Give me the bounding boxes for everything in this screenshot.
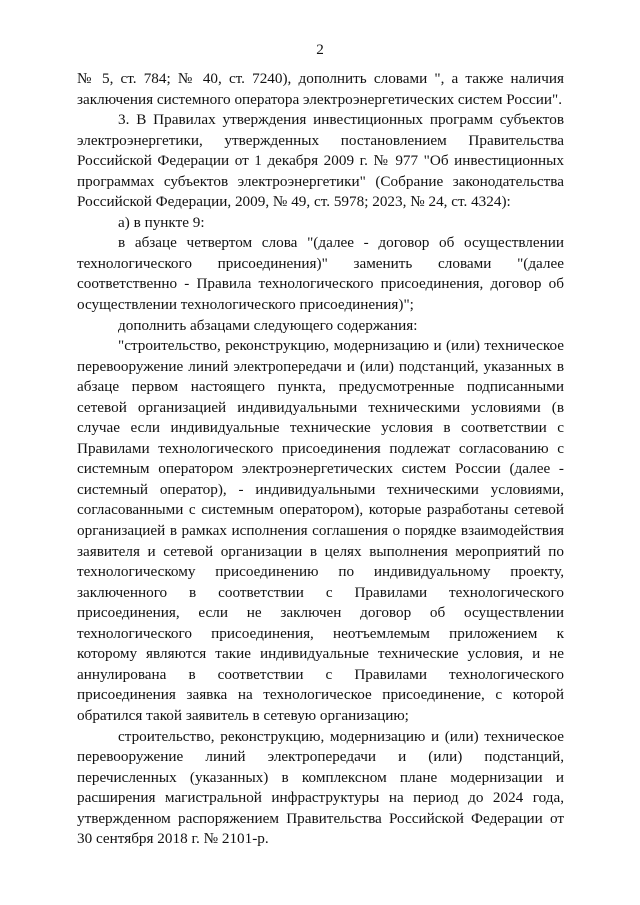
paragraph-amendment-abzac-4: в абзаце четвертом слова "(далее - договор об осуществлении технологического присоединения)" заменить словами "(далее соответственно - Правила технологического присоединения, договор об осуществлении технологического присоединения)"; (77, 234, 564, 314)
document-body (77, 69, 564, 850)
paragraph-item-3: 3. В Правилах утверждения инвестиционных программ субъектов электроэнергетики, утвержденных постановлением Правительства Российской Федерации от 1 декабря 2009 г. № 977 "Об инвестиционных программах субъектов электроэнергетики" (Собрание законодательства Российской Федерации, 2009, № 49, ст. 5978; 2023, № 24, ст. 4324): (77, 111, 564, 211)
paragraph-subitem-a: а) в пункте 9: (118, 213, 205, 231)
paragraph-add-abzacs: дополнить абзацами следующего содержания: (118, 316, 418, 334)
paragraph-new-abzac-1: "строительство, реконструкцию, модернизацию и (или) техническое перевооружение линий электропередачи и (или) подстанций, указанных в абзаце первом настоящего пункта, предусмотренные подписанными сетевой организацией индивидуальными техническими условиями (в случае если индивидуальные технические условия в соответствии с Правилами технологического присоединения подлежат согласованию с системным оператором электроэнергетических систем России (далее - системный оператор), - индивидуальными техническими условиями, согласованными с системным оператором), которые разработаны сетевой организацией в рамках исполнения соглашения о порядке взаимодействия заявителя и сетевой организации в целях выполнения мероприятий по технологическому присоединению по индивидуальному проекту, заключенного в соответствии с Правилами технологического присоединения, если не заключен договор об осуществлении технологического присоединения, неотъемлемым приложением к которому являются такие индивидуальные технические условия, и не аннулирована в соответствии с Правилами технологического присоединения заявка на технологическое присоединение, с которой обратился такой заявитель в сетевую организацию; (77, 337, 564, 724)
paragraph-continuation: № 5, ст. 784; № 40, ст. 7240), дополнить словами ", а также наличия заключения системного оператора электроэнергетических систем России". (77, 70, 564, 108)
paragraph-new-abzac-2: строительство, реконструкцию, модернизацию и (или) техническое перевооружение линий электропередачи и (или) подстанций, перечисленных (указанных) в комплексном плане модернизации и расширения магистральной инфраструктуры на период до 2024 года, утвержденном распоряжением Правительства Российской Федерации от 30 сентября 2018 г. № 2101-р. (77, 727, 564, 848)
page-number: 2 (316, 41, 324, 58)
